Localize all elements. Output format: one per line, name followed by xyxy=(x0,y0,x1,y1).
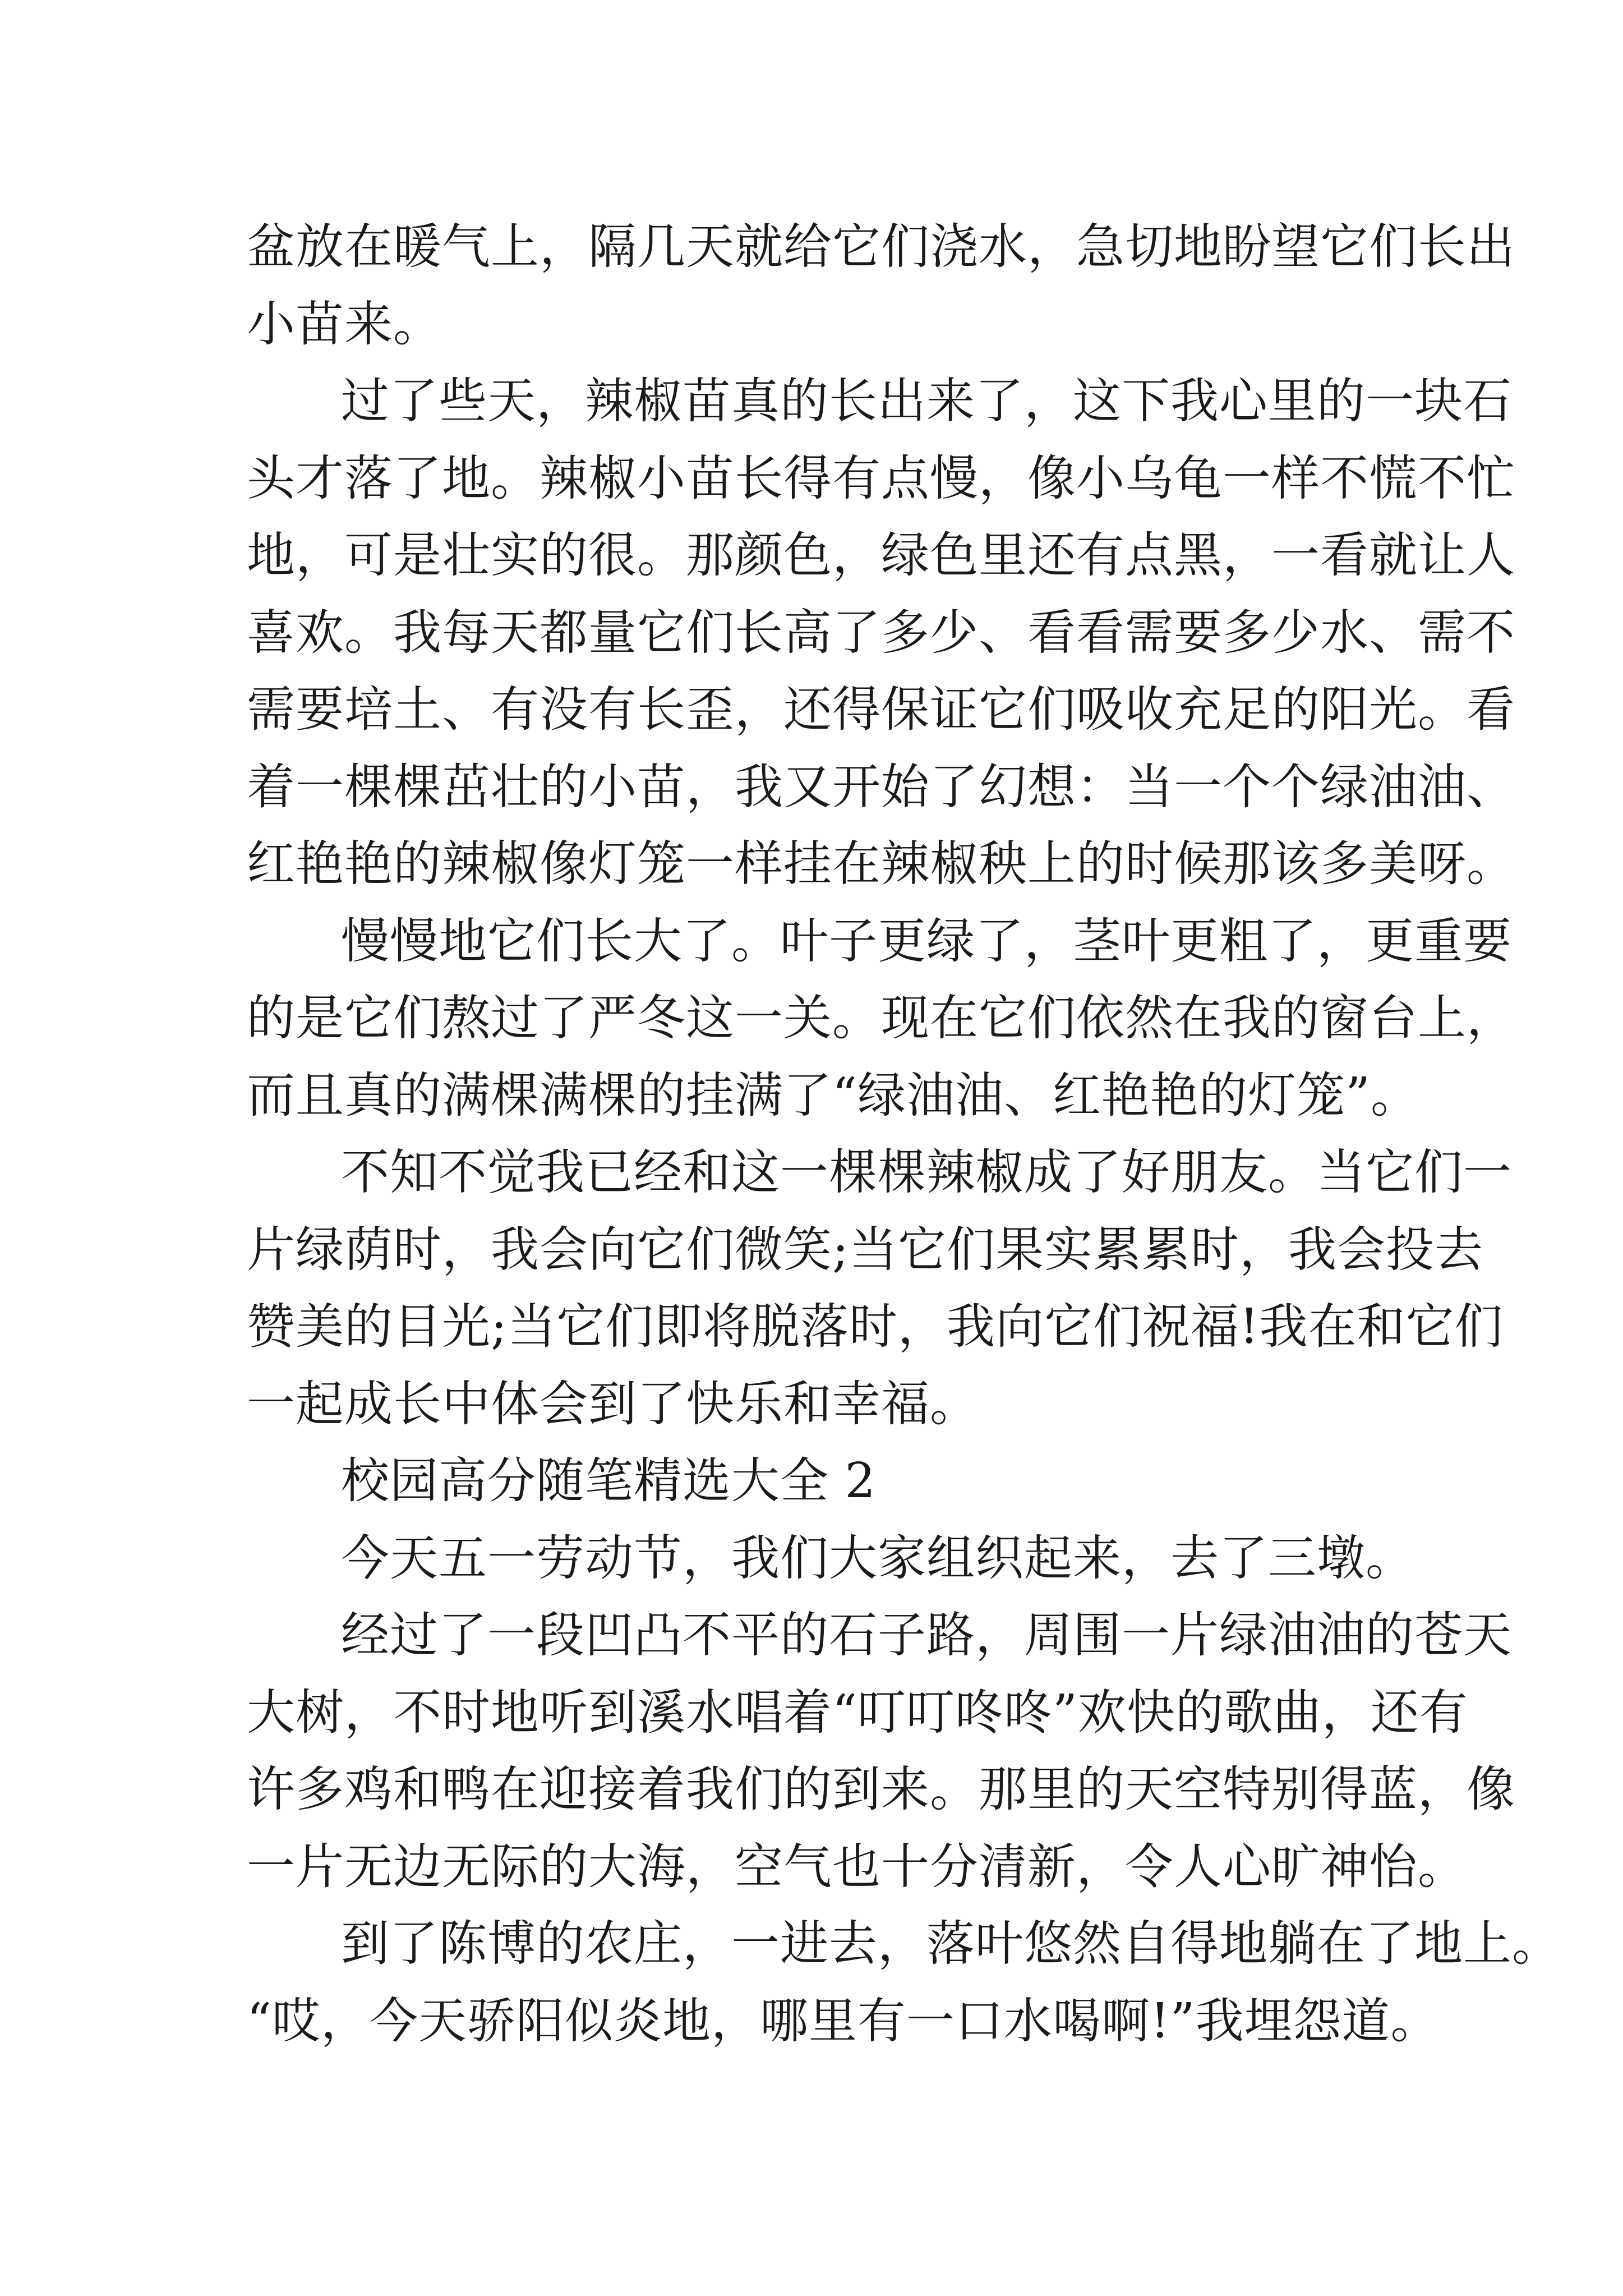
text-line: 赞美的目光;当它们即将脱落时，我向它们祝福!我在和它们 xyxy=(247,1299,1504,1355)
text-line: “哎，今天骄阳似炎地，哪里有一口水喝啊!”我埋怨道。 xyxy=(247,1993,1440,2049)
text-line: 而且真的满棵满棵的挂满了“绿油油、红艳艳的灯笼”。 xyxy=(247,1067,1419,1124)
paragraph-start-line: 经过了一段凹凸不平的石子路，周围一片绿油油的苍天 xyxy=(341,1607,1512,1663)
text-line: 喜欢。我每天都量它们长高了多少、看看需要多少水、需不 xyxy=(247,604,1515,661)
text-line: 头才落了地。辣椒小苗长得有点慢，像小乌龟一样不慌不忙 xyxy=(247,450,1515,507)
document-body xyxy=(247,209,1561,2060)
paragraph-start-line: 慢慢地它们长大了。叶子更绿了，茎叶更粗了，更重要 xyxy=(341,913,1512,969)
text-line: 小苗来。 xyxy=(247,296,442,352)
text-line: 需要培土、有没有长歪，还得保证它们吸收充足的阳光。看 xyxy=(247,682,1515,738)
text-line: 着一棵棵茁壮的小苗，我又开始了幻想：当一个个绿油油、 xyxy=(247,758,1515,815)
text-line: 地，可是壮实的很。那颜色，绿色里还有点黑，一看就让人 xyxy=(247,527,1515,583)
paragraph-start-line: 过了些天，辣椒苗真的长出来了，这下我心里的一块石 xyxy=(341,373,1512,429)
text-line: 一片无边无际的大海，空气也十分清新，令人心旷神怡。 xyxy=(247,1838,1467,1895)
text-line: 的是它们熬过了严冬这一关。现在它们依然在我的窗台上， xyxy=(247,990,1515,1046)
text-line: 许多鸡和鸭在迎接着我们的到来。那里的天空特别得蓝，像 xyxy=(247,1761,1515,1818)
text-line: 盆放在暖气上，隔几天就给它们浇水，急切地盼望它们长出 xyxy=(247,219,1515,275)
text-line: 大树，不时地听到溪水唱着“叮叮咚咚”欢快的歌曲，还有 xyxy=(247,1684,1468,1741)
section-heading: 校园高分随笔精选大全 2 xyxy=(341,1453,877,1509)
text-line: 片绿荫时，我会向它们微笑;当它们果实累累时，我会投去 xyxy=(247,1221,1483,1278)
paragraph-start-line: 不知不觉我已经和这一棵棵辣椒成了好朋友。当它们一 xyxy=(341,1144,1512,1200)
paragraph-start-line: 今天五一劳动节，我们大家组织起来，去了三墩。 xyxy=(341,1530,1414,1586)
paragraph-start-line: 到了陈博的农庄，一进去，落叶悠然自得地躺在了地上。 xyxy=(341,1916,1561,1972)
text-line: 一起成长中体会到了快乐和幸福。 xyxy=(247,1375,979,1432)
text-line: 红艳艳的辣椒像灯笼一样挂在辣椒秧上的时候那该多美呀。 xyxy=(247,836,1515,892)
